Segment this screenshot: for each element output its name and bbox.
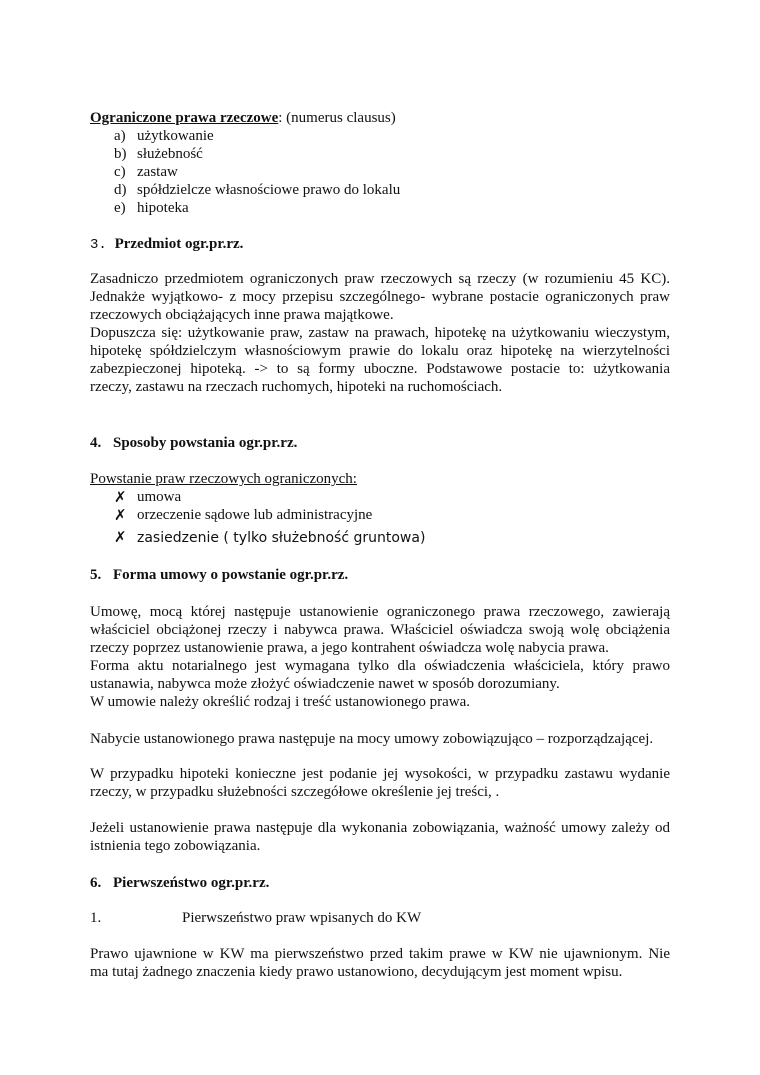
list-item: orzeczenie sądowe lub administracyjne bbox=[137, 507, 373, 523]
section-title: Przedmiot ogr.pr.rz. bbox=[114, 236, 244, 252]
section-5-paragraph-4 bbox=[90, 819, 670, 855]
paragraph-line: W umowie należy określić rodzaj i treść ustanowionego prawa. bbox=[90, 694, 471, 710]
paragraph-line: istnienia tego zobowiązania. bbox=[90, 838, 261, 854]
section-5-paragraph-2: Nabycie ustanowionego prawa następuje na mocy umowy zobowiązująco – rozporządzającej. bbox=[90, 731, 654, 747]
section-6-heading bbox=[90, 874, 269, 892]
paragraph-line: Jeżeli ustanowienie prawa następuje dla wykonania zobowiązania, ważność umowy zależy od bbox=[90, 820, 670, 836]
paragraph-line: właściciel obciążonej rzeczy i nabywca prawa. Właściciel oświadcza swoją wolę obciążenia bbox=[90, 622, 670, 638]
section-title: Pierwszeństwo ogr.pr.rz. bbox=[113, 875, 270, 891]
section-title: Forma umowy o powstanie ogr.pr.rz. bbox=[113, 567, 349, 583]
section-3-paragraph bbox=[90, 270, 670, 396]
section-4-subheading: Powstanie praw rzeczowych ograniczonych: bbox=[90, 471, 357, 487]
list-item: użytkowanie bbox=[137, 128, 214, 144]
section-5-paragraph-3 bbox=[90, 765, 670, 801]
section-number: 5. bbox=[90, 567, 102, 583]
subsection-title: Pierwszeństwo praw wpisanych do KW bbox=[182, 910, 422, 926]
section-5-paragraph-1 bbox=[90, 603, 670, 711]
paragraph-line: rzeczy, zastawu na rzeczach ruchomych, hipoteki na ruchomościach. bbox=[90, 379, 503, 395]
section-3-heading bbox=[90, 235, 243, 254]
paragraph-line: rzeczowych obciążających inne prawa majątkowe. bbox=[90, 307, 394, 323]
cross-bullet-icon: ✗ bbox=[114, 488, 127, 506]
section-number: 4. bbox=[90, 435, 102, 451]
list-item: umowa bbox=[137, 489, 182, 505]
paragraph-line: rzeczy, w przypadku służebności szczegółowe określenie jej treści, . bbox=[90, 784, 500, 800]
paragraph-line: hipotekę spółdzielczym własnościowym prawie do lokalu oraz hipotekę na wierzytelności bbox=[90, 343, 670, 359]
limited-rights-title: Ograniczone prawa rzeczowe bbox=[90, 110, 279, 126]
paragraph-line: Forma aktu notarialnego jest wymagana tylko dla oświadczenia właściciela, który prawo bbox=[90, 658, 670, 674]
limited-rights-title-line bbox=[90, 109, 396, 127]
paragraph-line: zabezpieczonej hipoteką. -> to są formy uboczne. Podstawowe postacie to: użytkowania bbox=[90, 361, 670, 377]
section-6-paragraph bbox=[90, 945, 670, 981]
list-item-marker: b) bbox=[114, 146, 127, 162]
cross-bullet-icon: ✗ bbox=[114, 528, 127, 546]
list-item: hipoteka bbox=[137, 200, 189, 216]
section-4-heading bbox=[90, 434, 297, 452]
paragraph-line: ma tutaj żadnego znaczenia kiedy prawo ustanowiono, decydującym jest moment wpisu. bbox=[90, 964, 623, 980]
section-title: Sposoby powstania ogr.pr.rz. bbox=[113, 435, 298, 451]
list-item: spółdzielcze własnościowe prawo do lokalu bbox=[137, 182, 401, 198]
paragraph-line: rzeczy poprzez ustanowienie prawa, a jego kontrahent oświadcza wolę nabycia prawa. bbox=[90, 640, 609, 656]
paragraph-line: Umowę, mocą której następuje ustanowienie ograniczonego prawa rzeczowego, zawierają bbox=[90, 604, 670, 620]
section-number: 6. bbox=[90, 875, 102, 891]
cross-bullet-icon: ✗ bbox=[114, 506, 127, 524]
paragraph-line: W przypadku hipoteki konieczne jest podanie jej wysokości, w przypadku zastawu wydanie bbox=[90, 766, 670, 782]
paragraph-line: Dopuszcza się: użytkowanie praw, zastaw na prawach, hipotekę na użytkowaniu wieczystym, bbox=[90, 325, 670, 341]
list-item: służebność bbox=[137, 146, 203, 162]
list-item-marker: e) bbox=[114, 200, 126, 216]
list-item-marker: d) bbox=[114, 182, 127, 198]
list-item: zasiedzenie ( tylko służebność gruntowa) bbox=[137, 530, 426, 546]
subsection-number: 1. bbox=[90, 910, 102, 926]
list-item: zastaw bbox=[137, 164, 178, 180]
limited-rights-title-suffix: : (numerus clausus) bbox=[278, 110, 396, 126]
list-item-marker: a) bbox=[114, 128, 126, 144]
paragraph-line: Jednakże wyjątkowo- z mocy przepisu szczególnego- wybrane postacie ograniczonych praw bbox=[90, 289, 670, 305]
section-5-heading bbox=[90, 566, 348, 584]
paragraph-line: Prawo ujawnione w KW ma pierwszeństwo przed takim prawe w KW nie ujawnionym. Nie bbox=[90, 946, 670, 962]
list-item-marker: c) bbox=[114, 164, 126, 180]
paragraph-line: ustanawia, nabywca może złożyć oświadczenie nawet w sposób dorozumiany. bbox=[90, 676, 560, 692]
section-number: 3. bbox=[90, 237, 107, 253]
paragraph-line: Zasadniczo przedmiotem ograniczonych praw rzeczowych są rzeczy (w rozumieniu 45 KC). bbox=[90, 271, 670, 287]
